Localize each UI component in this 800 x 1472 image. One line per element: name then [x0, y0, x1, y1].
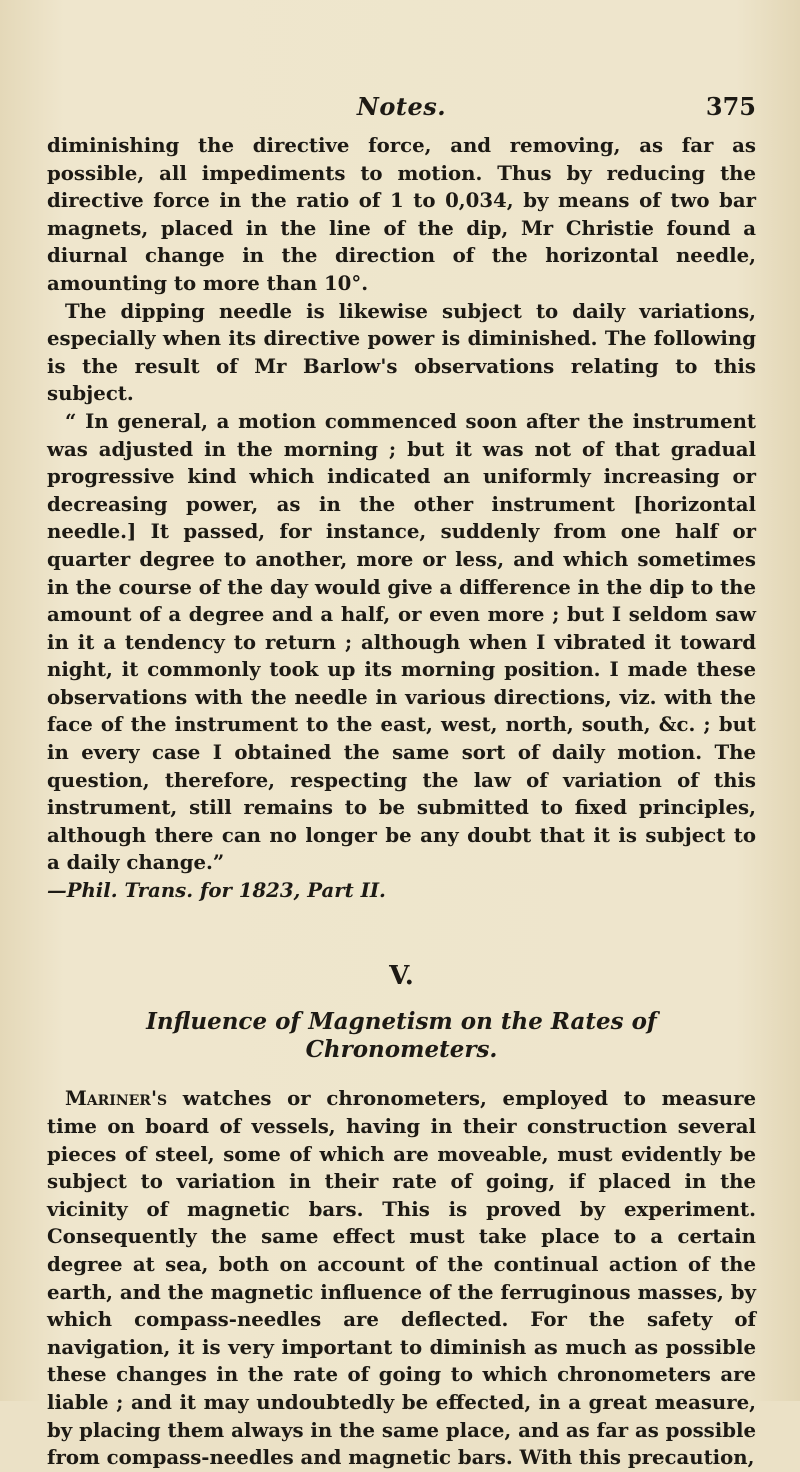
body-text	[47, 132, 756, 1472]
paragraph-chronometers	[47, 1085, 756, 1471]
page-number: 375	[705, 92, 756, 121]
paragraph-dipping-needle: The dipping needle is likewise subject to daily variations, especially when its directive power is diminished. The following is the result of Mr Barlow's observations relating to this subject.	[47, 299, 756, 406]
paragraph-barlow-quote	[47, 408, 756, 905]
running-title: Notes.	[356, 92, 447, 121]
section-title: Influence of Magnetism on the Rates of Chronometers.	[146, 1008, 657, 1063]
running-head	[47, 92, 756, 126]
section-numeral: V.	[389, 960, 414, 991]
lead-word: Mariner's	[65, 1087, 168, 1111]
citation: —Phil. Trans. for 1823, Part II.	[47, 879, 386, 903]
paragraph-chronometers-text: watches or chronometers, employed to measure time on board of vessels, having in their construction several pieces of steel, some of which are moveable, must evidently be subject to variation in their rate of going, if placed in the vicinity of magnetic bars. This is proved by experiment. Consequently the same effect must take place to a certain degree at sea, both on account of the continual action of the earth, and the magnetic influence of the ferruginous masses, by which compass-needles are deflected. For the safety of navigation, it is very important to diminish as much as possible these changes in the rate of going to which chronometers are liable ; and it may undoubtedly be effected, in a great measure, by placing them always in the same place, and as far as possible from compass-needles and magnetic bars. With this precaution,	[47, 1087, 756, 1470]
quote-text: “ In general, a motion commenced soon after the instrument was adjusted in the morning ; but it was not of that gradual progressive kind which indicated an uniformly increasing or decreasing power, as in the other instrument [horizontal needle.] It passed, for instance, suddenly from one half or quarter degree to another, more or less, and which sometimes in the course of the day would give a difference in the dip to the amount of a degree and a half, or even more ; but I seldom saw in it a tendency to return ; although when I vibrated it toward night, it commonly took up its morning position. I made these observations with the needle in various directions, viz. with the face of the instrument to the east, west, north, south, &c. ; but in every case I obtained the same sort of daily motion. The question, therefore, respecting the law of variation of this instrument, still remains to be submitted to fixed principles, although there can no longer be any doubt that it is subject to a daily change.”	[47, 409, 756, 875]
paragraph-continued: diminishing the directive force, and removing, as far as possible, all impediments to motion. Thus by reducing the directive force in the ratio of 1 to 0,034, by means of two bar magnets, placed in the line of the dip, Mr Christie found a diurnal change in the direction of the horizontal needle, amounting to more than 10°.	[47, 134, 756, 295]
